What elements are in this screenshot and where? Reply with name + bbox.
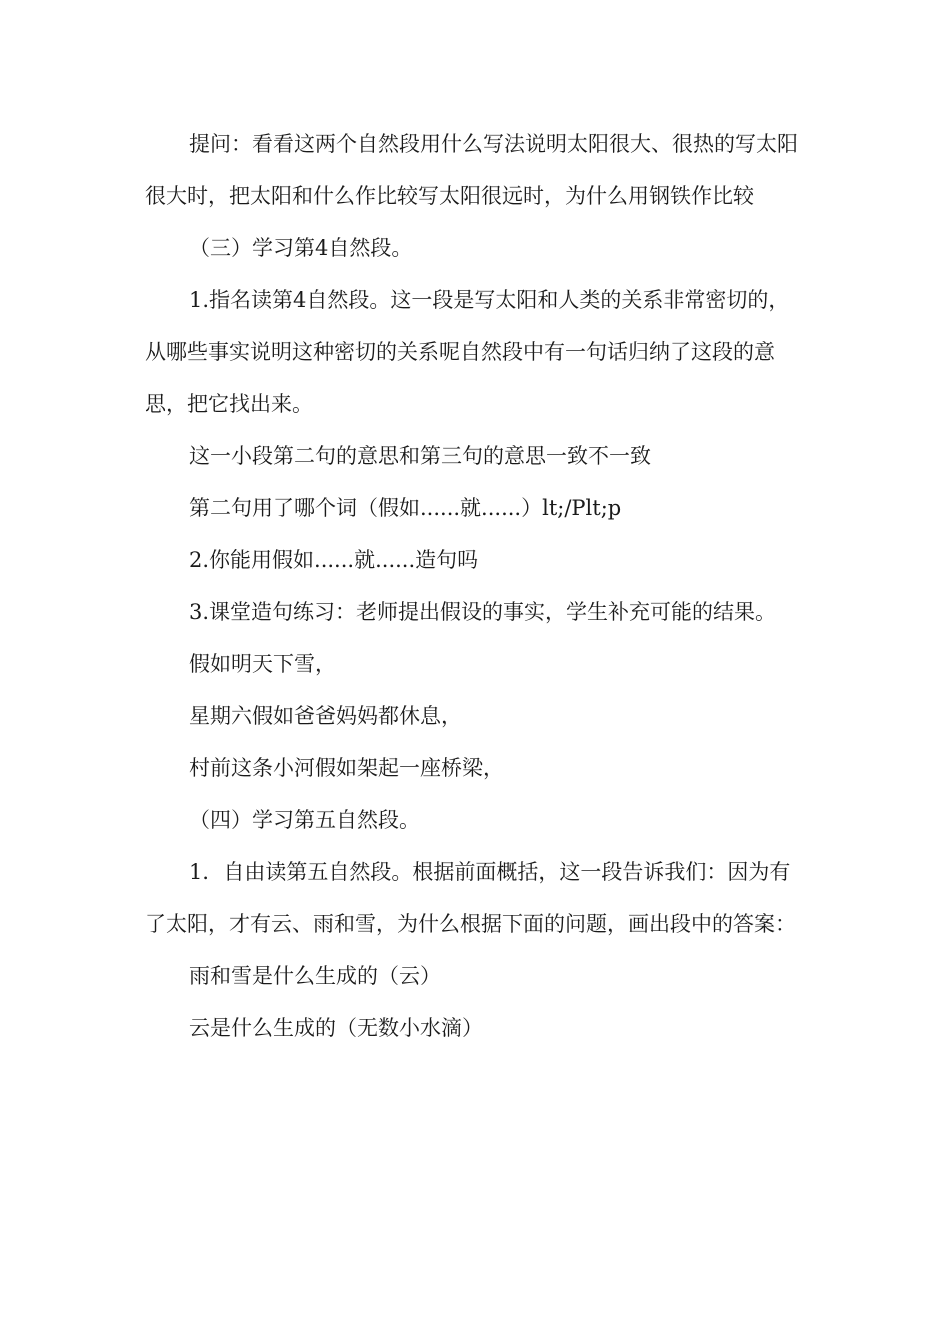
paragraph-step-1-reading: 1.指名读第4自然段。这一段是写太阳和人类的关系非常密切的，从哪些事实说明这种密切的关系呢自然段中有一句话归纳了这段的意思，把它找出来。 [145,288,790,416]
paragraph-sentence-comparison: 这一小段第二句的意思和第三句的意思一致不一致 [189,444,651,468]
paragraph-second-sentence-word: 第二句用了哪个词（假如......就......）lt;/Plt;p [189,496,622,520]
paragraph-example-bridge: 村前这条小河假如架起一座桥梁， [189,756,504,780]
paragraph-step-2-sentence-making: 2.你能用假如......就......造句吗 [189,548,479,572]
paragraph-question-rain-snow: 雨和雪是什么生成的（云） [189,964,441,988]
paragraph-section-three-heading: （三）学习第4自然段。 [189,236,413,260]
document-body [145,118,810,1054]
paragraph-section-four-heading: （四）学习第五自然段。 [189,808,420,832]
paragraph-question: 提问：看看这两个自然段用什么写法说明太阳很大、很热的写太阳很大时，把太阳和什么作比较写太阳很远时，为什么用钢铁作比较 [145,132,798,208]
paragraph-step-1-free-reading: 1．自由读第五自然段。根据前面概括，这一段告诉我们：因为有了太阳，才有云、雨和雪，为什么根据下面的问题，画出段中的答案： [145,860,796,936]
paragraph-example-saturday: 星期六假如爸爸妈妈都休息， [189,704,462,728]
paragraph-step-3-practice: 3.课堂造句练习：老师提出假设的事实，学生补充可能的结果。 [189,600,777,624]
paragraph-question-clouds: 云是什么生成的（无数小水滴） [189,1016,483,1040]
paragraph-example-snow: 假如明天下雪， [189,652,336,676]
